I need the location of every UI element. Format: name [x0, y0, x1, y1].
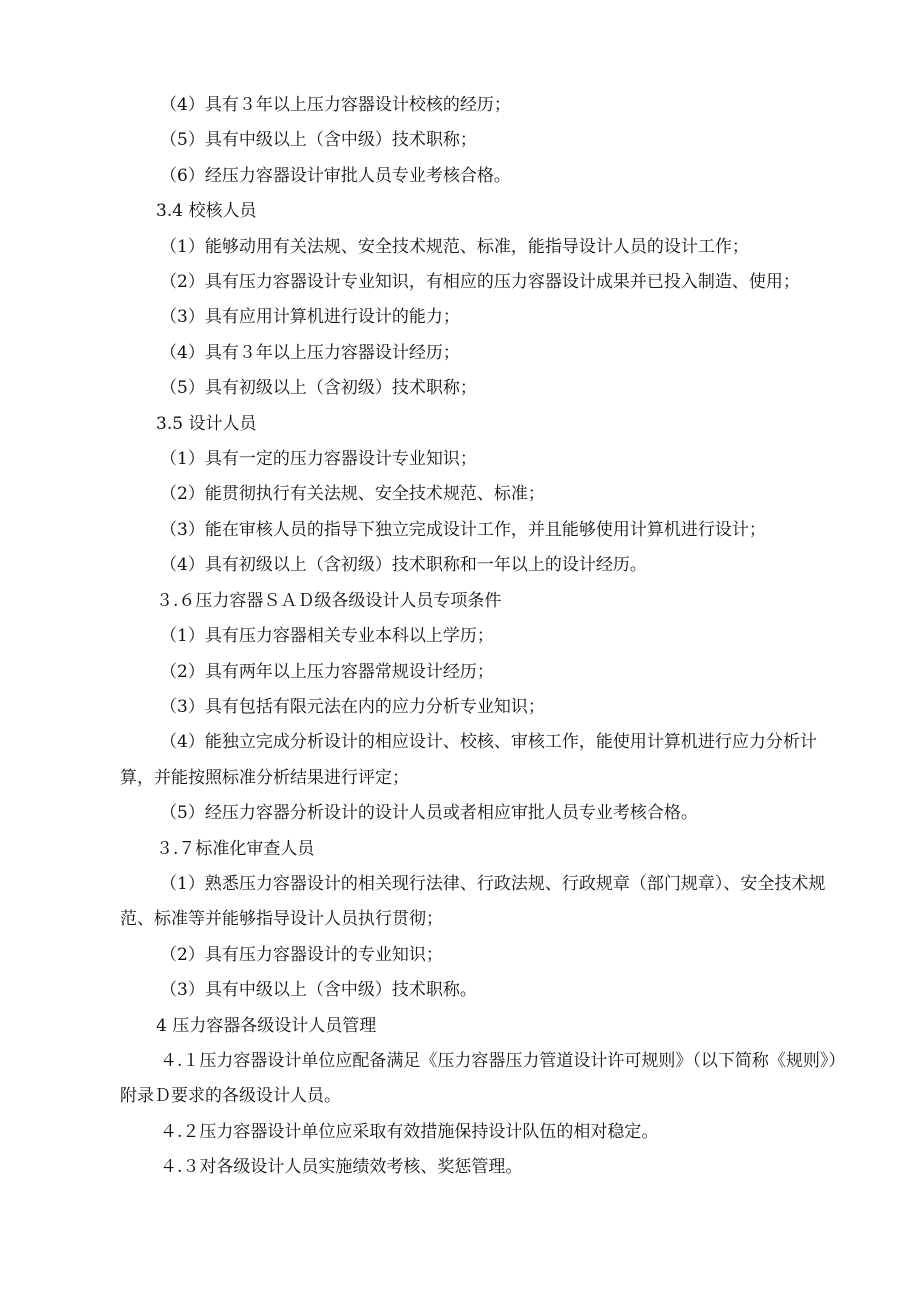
section-heading: ３.６压力容器ＳＡＤ级各级设计人员专项条件	[156, 590, 502, 611]
paragraph: （5）经压力容器分析设计的设计人员或者相应审批人员专业考核合格。	[160, 803, 698, 824]
paragraph: （3）具有中级以上（含中级）技术职称。	[160, 980, 477, 1001]
paragraph: （1）具有一定的压力容器设计专业知识；	[160, 449, 477, 470]
paragraph: ４.３对各级设计人员实施绩效考核、奖惩管理。	[160, 1157, 523, 1178]
paragraph: （1）能够动用有关法规、安全技术规范、标准，能指导设计人员的设计工作；	[160, 236, 749, 257]
paragraph: （3）能在审核人员的指导下独立完成设计工作，并且能够使用计算机进行设计；	[160, 519, 766, 540]
section-heading: 4 压力容器各级设计人员管理	[156, 1015, 377, 1036]
section-heading: 3.4 校核人员	[156, 201, 257, 222]
paragraph: （2）具有压力容器设计的专业知识；	[160, 944, 443, 965]
paragraph: （3）具有包括有限元法在内的应力分析专业知识；	[160, 696, 545, 717]
paragraph: ４.２压力容器设计单位应采取有效措施保持设计队伍的相对稳定。	[160, 1121, 659, 1142]
paragraph: （1）熟悉压力容器设计的相关现行法律、行政法规、行政规章（部门规章）、安全技术规范、标准等并能够指导设计人员执行贯彻；	[120, 873, 826, 930]
paragraph: （5）具有初级以上（含初级）技术职称；	[160, 378, 477, 399]
paragraph: （4）具有初级以上（含初级）技术职称和一年以上的设计经历。	[160, 555, 647, 576]
paragraph: （2）能贯彻执行有关法规、安全技术规范、标准；	[160, 484, 545, 505]
paragraph: （2）具有两年以上压力容器常规设计经历；	[160, 661, 494, 682]
paragraph: （6）经压力容器设计审批人员专业考核合格。	[160, 165, 511, 186]
paragraph: （4）具有３年以上压力容器设计经历；	[160, 342, 460, 363]
paragraph: （1）具有压力容器相关专业本科以上学历；	[160, 626, 494, 647]
document-body	[120, 88, 850, 1186]
paragraph: （5）具有中级以上（含中级）技术职称；	[160, 130, 477, 151]
paragraph: ４.１压力容器设计单位应配备满足《压力容器压力管道设计许可规则》（以下简称《规则》）附录Ｄ要求的各级设计人员。	[120, 1050, 846, 1107]
paragraph: （3）具有应用计算机进行设计的能力；	[160, 307, 460, 328]
section-heading: 3.5 设计人员	[156, 413, 257, 434]
paragraph: （2）具有压力容器设计专业知识，有相应的压力容器设计成果并已投入制造、使用；	[160, 272, 800, 293]
section-heading: ３.７标准化审查人员	[156, 838, 315, 859]
paragraph: （4）能独立完成分析设计的相应设计、校核、审核工作，能使用计算机进行应力分析计算，并能按照标准分析结果进行评定；	[120, 732, 817, 788]
paragraph: （4）具有３年以上压力容器设计校核的经历；	[160, 95, 511, 115]
